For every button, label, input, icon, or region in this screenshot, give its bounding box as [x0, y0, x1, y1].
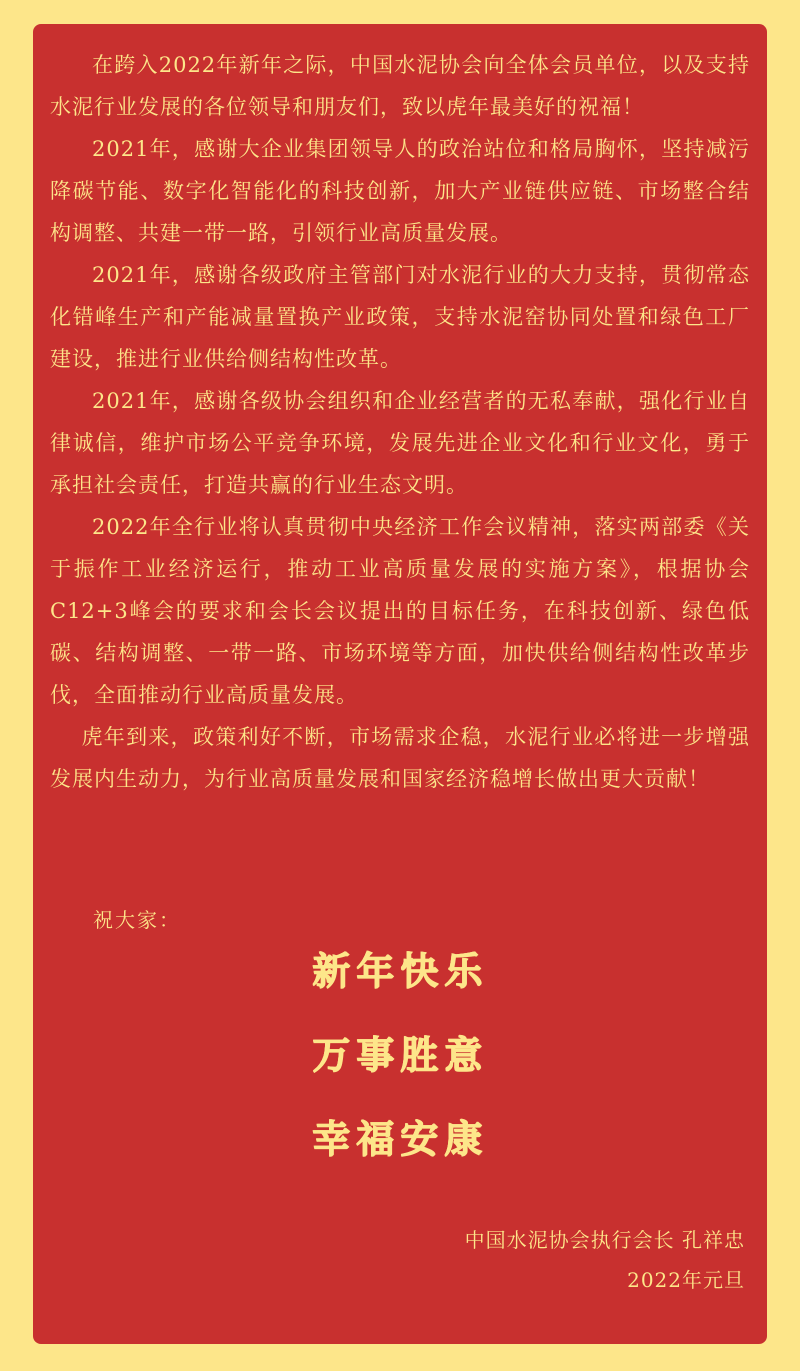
paragraph-2022-plan: 2022年全行业将认真贯彻中央经济工作会议精神，落实两部委《关于振作工业经济运行，推动工业高质量发展的实施方案》，根据协会C12+3峰会的要求和会长会议提出的目标任务，在科技创新、绿色低碳、结构调整、一带一路、市场环境等方面，加快供给侧结构性改革步伐，全面推动行业高质量发展。: [50, 515, 750, 707]
wish-happiness-health: 幸福安康: [311, 1117, 488, 1161]
wish-happy-new-year: 新年快乐: [311, 949, 488, 993]
paragraph-enterprises: 2021年，感谢大企业集团领导人的政治站位和格局胸怀，坚持减污降碳节能、数字化智能化的科技创新，加大产业链供应链、市场整合结构调整、共建一带一路，引领行业高质量发展。: [50, 137, 750, 245]
letter-body: [50, 44, 750, 800]
paragraph-opening: 在跨入2022年新年之际，中国水泥协会向全体会员单位，以及支持水泥行业发展的各位领导和朋友们，致以虎年最美好的祝福！: [50, 53, 750, 119]
paragraph-government: 2021年，感谢各级政府主管部门对水泥行业的大力支持，贯彻常态化错峰生产和产能减量置换产业政策，支持水泥窑协同处置和绿色工厂建设，推进行业供给侧结构性改革。: [50, 263, 750, 371]
wish-all-the-best: 万事胜意: [311, 1033, 488, 1077]
greeting: 祝大家：: [93, 908, 181, 932]
letter-card: [33, 24, 767, 1344]
signature-date: 2022年元旦: [627, 1268, 745, 1292]
signature-author: 中国水泥协会执行会长 孔祥忠: [464, 1228, 745, 1252]
paragraph-associations: 2021年，感谢各级协会组织和企业经营者的无私奉献，强化行业自律诚信，维护市场公平竞争环境，发展先进企业文化和行业文化，勇于承担社会责任，打造共赢的行业生态文明。: [50, 389, 750, 497]
wishes: [33, 929, 767, 1181]
paragraph-closing: 虎年到来，政策利好不断，市场需求企稳，水泥行业必将进一步增强发展内生动力，为行业高质量发展和国家经济稳增长做出更大贡献！: [50, 725, 750, 791]
signature: [465, 1220, 745, 1300]
